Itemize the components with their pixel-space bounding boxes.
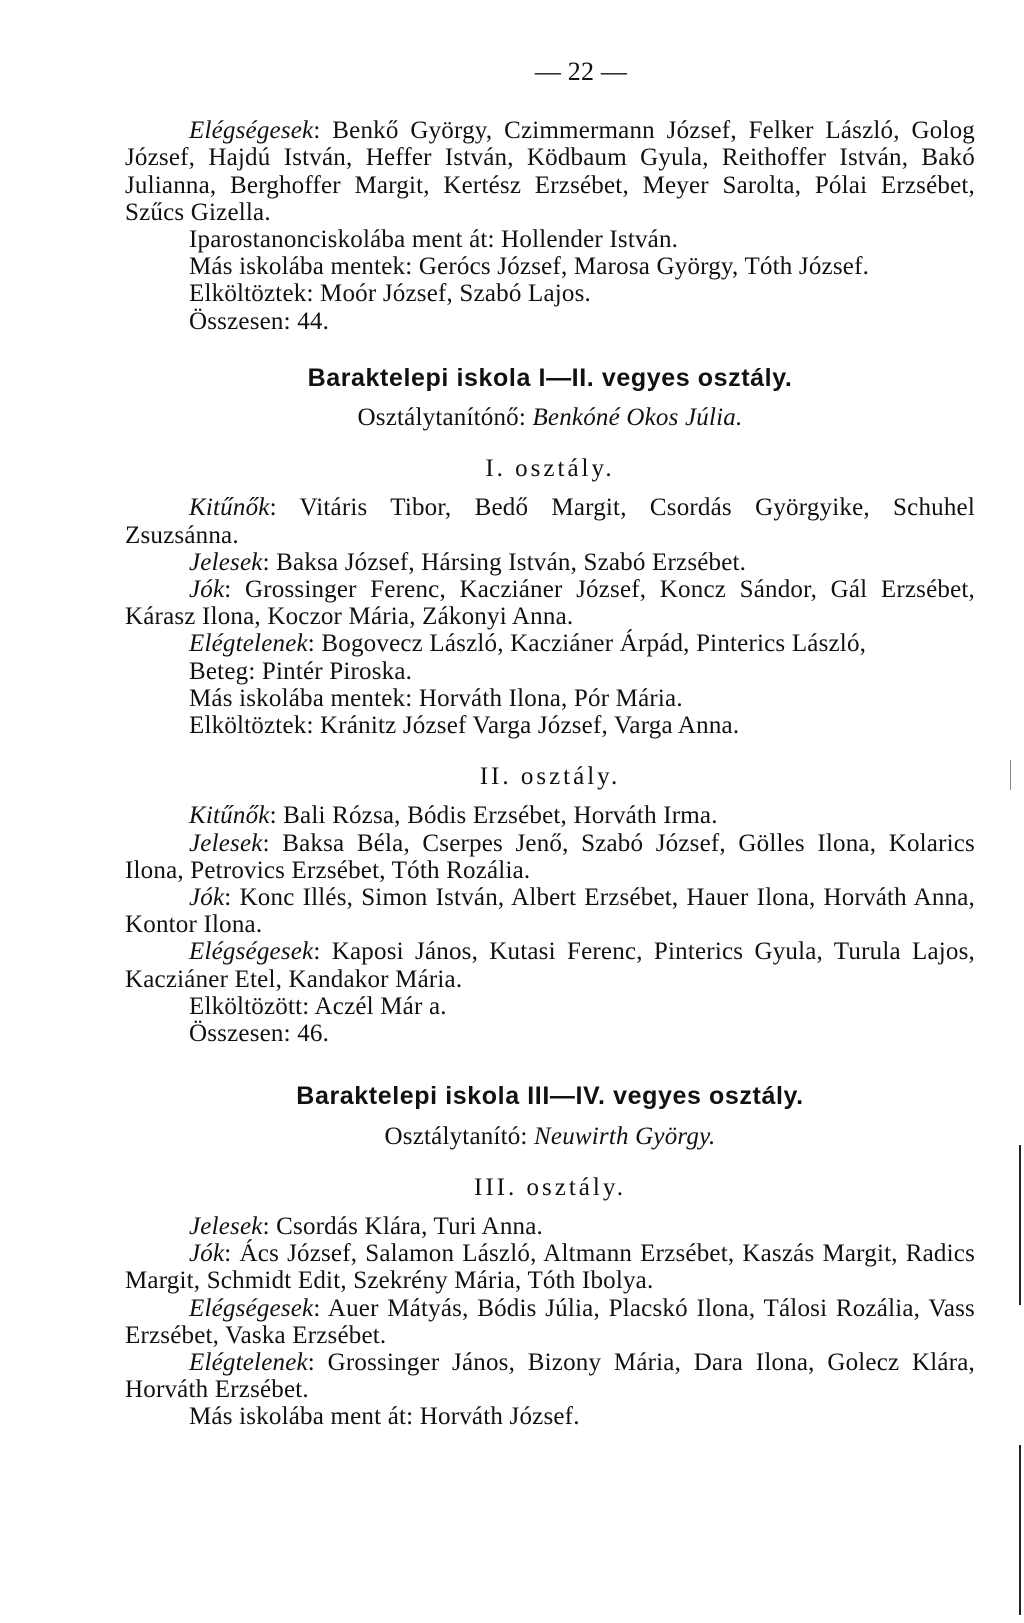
document-page <box>125 58 975 1431</box>
class-3-block <box>125 1213 975 1431</box>
elegsegesek-names: : Kaposi János, Kutasi Ferenc, Pinterics Gyula, Turula Lajos, Kacziáner Etel, Kandakor Mária. <box>125 938 975 993</box>
scan-edge-mark <box>1010 760 1011 790</box>
elegsegesek-names: : Benkő György, Czimmermann József, Felker László, Golog József, Hajdú István, Heffer István, Ködbaum Gyula, Reithoffer István, Bakó Julianna, Berghoffer Margit, Kertész Erzsébet, Meyer Sarolta, Pólai Erzsébet, Szűcs Gizella. <box>125 117 975 226</box>
elegsegesek-paragraph <box>125 938 975 992</box>
mas-iskolaba-line: Más iskolába mentek: Gerócs József, Marosa György, Tóth József. <box>189 253 870 281</box>
jelesek-paragraph <box>125 1213 975 1240</box>
teacher-name: Benkóné Okos Júlia. <box>532 404 743 432</box>
section-class-summary <box>125 117 975 335</box>
jok-names: : Grossinger Ferenc, Kacziáner József, Koncz Sándor, Gál Erzsébet, Kárasz Ilona, Koczor Mária, Zákonyi Anna. <box>125 576 975 631</box>
jelesek-label: Jelesek <box>189 548 263 576</box>
jelesek-names: : Baksa József, Hársing István, Szabó Erzsébet. <box>262 548 747 576</box>
teacher-label: Osztálytanítónő: <box>357 404 533 432</box>
jok-label: Jók <box>189 884 225 912</box>
jelesek-label: Jelesek <box>189 1212 263 1240</box>
teacher-line-2 <box>125 1123 975 1150</box>
osszesen-line: Összesen: 46. <box>189 1020 330 1048</box>
jelesek-paragraph <box>125 830 975 884</box>
kitunok-paragraph <box>125 802 975 829</box>
mas-iskolaba-line: Más iskolába mentek: Horváth Ilona, Pór Mária. <box>189 684 683 712</box>
teacher-line-1 <box>125 404 975 431</box>
elegtelenek-names: : Bogovecz László, Kacziáner Árpád, Pinterics László, <box>307 630 867 658</box>
jelesek-names: : Csordás Klára, Turi Anna. <box>262 1212 543 1240</box>
school-heading-2: Baraktelepi iskola III—IV. vegyes osztály. <box>296 1082 804 1111</box>
class-1-block <box>125 494 975 739</box>
elegsegesek-names: : Auer Mátyás, Bódis Júlia, Placskó Ilona, Tálosi Rozália, Vass Erzsébet, Vaska Erzsébet. <box>125 1294 975 1349</box>
elkoltoztek-line: Elköltöztek: Kránitz József Varga József, Varga Anna. <box>189 712 740 740</box>
school-heading-1: Baraktelepi iskola I—II. vegyes osztály. <box>307 363 793 392</box>
class-2-block <box>125 802 975 1047</box>
elegsegesek-paragraph <box>125 1295 975 1349</box>
teacher-name: Neuwirth György. <box>534 1122 716 1150</box>
osszesen-line: Összesen: 44. <box>189 307 330 335</box>
jelesek-label: Jelesek <box>189 829 263 857</box>
class-title-3: III. osztály. <box>474 1173 626 1201</box>
elkoltozott-line: Elköltözött: Aczél Már a. <box>189 992 447 1020</box>
jok-names: : Ács József, Salamon László, Altmann Erzsébet, Kaszás Margit, Radics Margit, Schmidt Edit, Szekrény Mária, Tóth Ibolya. <box>125 1240 975 1295</box>
scan-edge-mark <box>1019 1445 1021 1615</box>
jelesek-paragraph <box>125 549 975 576</box>
jok-paragraph <box>125 1240 975 1294</box>
jok-names: : Konc Illés, Simon István, Albert Erzsébet, Hauer Ilona, Horváth Anna, Kontor Ilona. <box>125 884 975 939</box>
elegsegesek-paragraph <box>125 117 975 226</box>
scan-edge-mark <box>1019 1145 1021 1305</box>
beteg-line: Beteg: Pintér Piroska. <box>189 657 413 685</box>
elegtelenek-paragraph <box>125 630 975 657</box>
elegtelenek-label: Elégtelenek <box>189 630 308 658</box>
teacher-label: Osztálytanító: <box>384 1122 535 1150</box>
jok-paragraph <box>125 884 975 938</box>
elegtelenek-names: : Grossinger János, Bizony Mária, Dara Ilona, Golecz Klára, Horváth Erzsébet. <box>125 1348 975 1404</box>
elegsegesek-label: Elégségesek <box>189 117 314 145</box>
elegtelenek-label: Elégtelenek <box>189 1348 308 1376</box>
jok-label: Jók <box>189 1240 225 1268</box>
jelesek-names: : Baksa Béla, Cserpes Jenő, Szabó József, Gölles Ilona, Kolarics Ilona, Petrovics Erzsébet, Tóth Rozália. <box>125 829 975 884</box>
class-title-2: II. osztály. <box>479 763 621 791</box>
kitunok-names: : Bali Rózsa, Bódis Erzsébet, Horváth Irma. <box>269 802 718 830</box>
kitunok-names: : Vitáris Tibor, Bedő Margit, Csordás Györgyike, Schuhel Zsuzsánna. <box>125 494 975 549</box>
jok-label: Jók <box>189 576 225 604</box>
elegsegesek-label: Elégségesek <box>189 938 314 966</box>
kitunok-label: Kitűnők <box>189 802 270 830</box>
kitunok-paragraph <box>125 494 975 548</box>
page-number: — 22 — <box>534 57 628 86</box>
elegsegesek-label: Elégségesek <box>189 1294 314 1322</box>
iparostanonc-line: Iparostanonciskolába ment át: Hollender István. <box>189 226 679 254</box>
elkoltoztek-line: Elköltöztek: Moór József, Szabó Lajos. <box>189 280 591 308</box>
class-title-1: I. osztály. <box>485 455 615 483</box>
jok-paragraph <box>125 576 975 630</box>
mas-iskolaba-line: Más iskolába ment át: Horváth József. <box>189 1403 580 1431</box>
kitunok-label: Kitűnők <box>189 494 270 522</box>
elegtelenek-paragraph <box>125 1349 975 1403</box>
